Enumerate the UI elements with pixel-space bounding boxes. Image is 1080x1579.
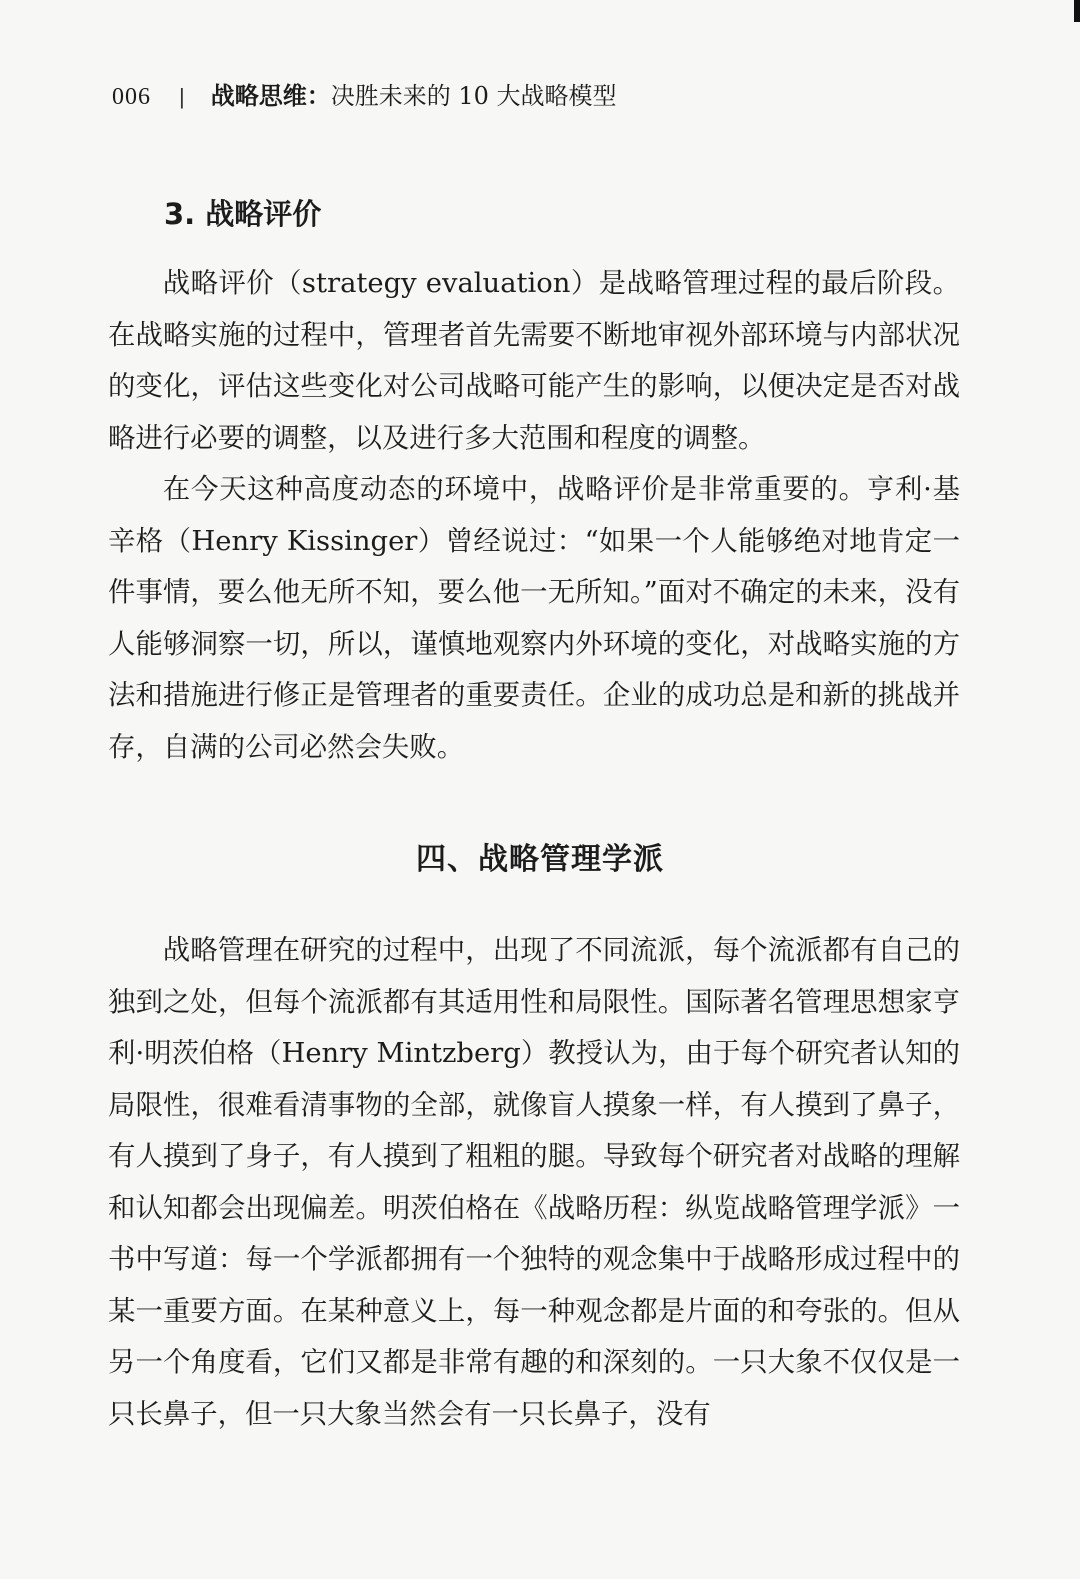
running-header <box>112 76 972 116</box>
header-separator: | <box>179 84 185 109</box>
chapter-body <box>108 925 960 1440</box>
scan-edge-mark <box>1074 0 1080 22</box>
book-subtitle: 决胜未来的 10 大战略模型 <box>330 82 617 110</box>
section-body <box>108 258 960 773</box>
paragraph: 战略评价（strategy evaluation）是战略管理过程的最后阶段。在战略实施的过程中，管理者首先需要不断地审视外部环境与内部状况的变化，评估这些变化对公司战略可能产生的影响，以便决定是否对战略进行必要的调整，以及进行多大范围和程度的调整。 <box>108 268 960 454</box>
page-number: 006 <box>112 84 151 110</box>
book-title: 战略思维： <box>210 82 331 110</box>
section-heading: 3. 战略评价 <box>164 197 322 231</box>
paragraph: 战略管理在研究的过程中，出现了不同流派，每个流派都有自己的独到之处，但每个流派都有其适用性和局限性。国际著名管理思想家亨利·明茨伯格（Henry Mintzberg）教授认为，由于每个研究者认知的局限性，很难看清事物的全部，就像盲人摸象一样，有人摸到了鼻子，有人摸到了身子，有人摸到了粗粗的腿。导致每个研究者对战略的理解和认知都会出现偏差。明茨伯格在《战略历程：纵览战略管理学派》一书中写道：每一个学派都拥有一个独特的观念集中于战略形成过程中的某一重要方面。在某种意义上，每一种观念都是片面的和夸张的。但从另一个角度看，它们又都是非常有趣的和深刻的。一只大象不仅仅是一只长鼻子，但一只大象当然会有一只长鼻子，没有 <box>108 935 960 1430</box>
paragraph: 在今天这种高度动态的环境中，战略评价是非常重要的。亨利·基辛格（Henry Kissinger）曾经说过：“如果一个人能够绝对地肯定一件事情，要么他无所不知，要么他一无所知。”面对不确定的未来，没有人能够洞察一切，所以，谨慎地观察内外环境的变化，对战略实施的方法和措施进行修正是管理者的重要责任。企业的成功总是和新的挑战并存，自满的公司必然会失败。 <box>108 474 960 763</box>
chapter-heading: 四、战略管理学派 <box>416 842 664 877</box>
